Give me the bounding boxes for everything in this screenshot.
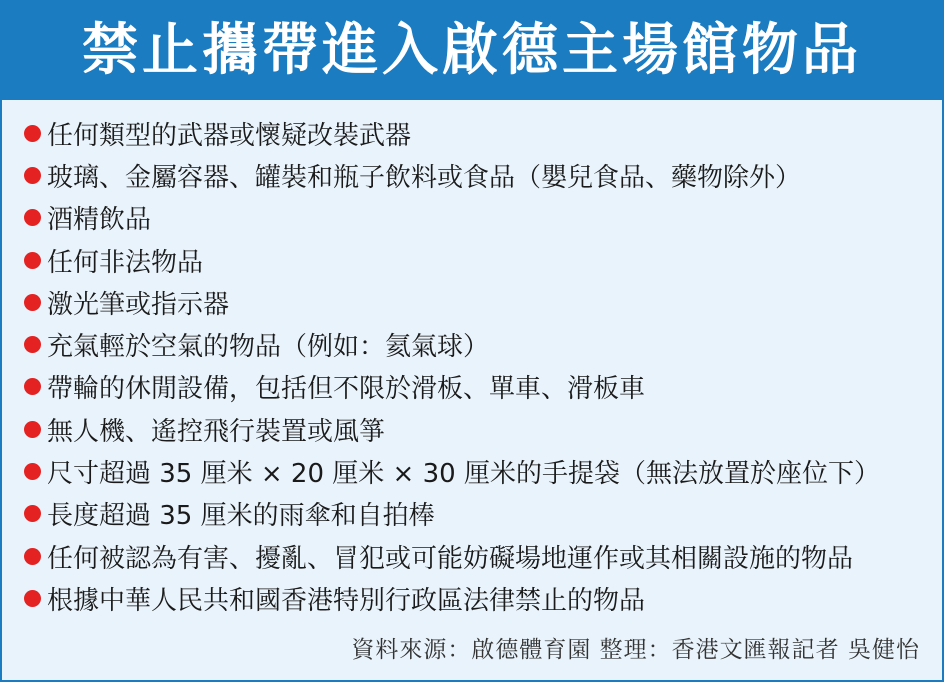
red-dot-bullet-icon — [24, 209, 41, 226]
list-item — [24, 154, 922, 196]
list-item-text: 無人機、遙控飛行裝置或風箏 — [47, 416, 386, 447]
red-dot-bullet-icon — [24, 252, 41, 269]
list-item — [24, 281, 922, 323]
red-dot-bullet-icon — [24, 548, 41, 565]
prohibited-items-list — [24, 112, 922, 620]
list-item — [24, 323, 922, 365]
page-title: 禁止攜帶進入啟德主場館物品 — [82, 18, 862, 83]
list-item — [24, 493, 922, 535]
list-item-text: 長度超過 35 厘米的雨傘和自拍棒 — [47, 501, 435, 532]
red-dot-bullet-icon — [24, 378, 41, 395]
list-item — [24, 535, 922, 577]
red-dot-bullet-icon — [24, 125, 41, 142]
red-dot-bullet-icon — [24, 167, 41, 184]
list-item — [24, 197, 922, 239]
list-item-text: 任何被認為有害、擾亂、冒犯或可能妨礙場地運作或其相關設施的物品 — [47, 543, 854, 574]
title-banner — [2, 2, 942, 100]
source-credit: 資料來源：啟德體育園 整理：香港文匯報記者 吳健怡 — [351, 637, 920, 663]
list-item — [24, 366, 922, 408]
list-item-text: 酒精飲品 — [47, 205, 152, 236]
list-item-text: 充氣輕於空氣的物品（例如：氦氣球） — [47, 332, 490, 363]
list-item — [24, 408, 922, 450]
list-item-text: 任何非法物品 — [47, 247, 204, 278]
list-item-text: 任何類型的武器或懷疑改裝武器 — [47, 120, 412, 151]
red-dot-bullet-icon — [24, 336, 41, 353]
list-item-text: 根據中華人民共和國香港特別行政區法律禁止的物品 — [47, 585, 646, 616]
list-item-text: 尺寸超過 35 厘米 × 20 厘米 × 30 厘米的手提袋（無法放置於座位下） — [47, 459, 880, 490]
red-dot-bullet-icon — [24, 421, 41, 438]
list-item-text: 激光筆或指示器 — [47, 289, 230, 320]
list-item — [24, 450, 922, 492]
red-dot-bullet-icon — [24, 463, 41, 480]
red-dot-bullet-icon — [24, 505, 41, 522]
list-item — [24, 577, 922, 619]
red-dot-bullet-icon — [24, 294, 41, 311]
list-item — [24, 239, 922, 281]
red-dot-bullet-icon — [24, 590, 41, 607]
list-item-text: 帶輪的休閒設備，包括但不限於滑板、單車、滑板車 — [47, 374, 646, 405]
list-item-text: 玻璃、金屬容器、罐裝和瓶子飲料或食品（嬰兒食品、藥物除外） — [47, 162, 802, 193]
list-item — [24, 112, 922, 154]
